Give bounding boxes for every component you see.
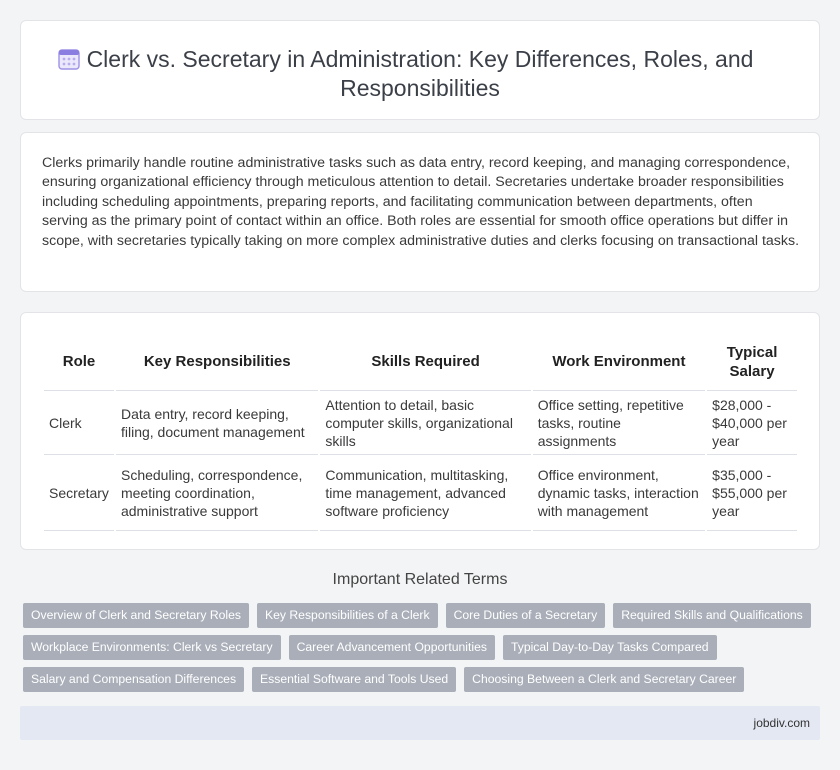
related-terms-title: Important Related Terms <box>332 571 508 588</box>
header-card <box>20 20 820 120</box>
related-terms-list <box>23 603 823 692</box>
table-cell: Data entry, record keeping, filing, document management <box>116 391 318 455</box>
table-cell: Office environment, dynamic tasks, interaction with management <box>533 455 705 531</box>
table-cell: Communication, multitasking, time management, advanced software proficiency <box>320 455 530 531</box>
related-term-tag[interactable]: Core Duties of a Secretary <box>446 603 606 628</box>
column-header-role: Role <box>44 333 114 391</box>
related-term-tag[interactable]: Salary and Compensation Differences <box>23 667 244 692</box>
related-term-tag[interactable]: Workplace Environments: Clerk vs Secretary <box>23 635 281 660</box>
related-term-tag[interactable]: Choosing Between a Clerk and Secretary Career <box>464 667 744 692</box>
table-cell: Attention to detail, basic computer skills, organizational skills <box>320 391 530 455</box>
related-term-tag[interactable]: Overview of Clerk and Secretary Roles <box>23 603 249 628</box>
table-row <box>44 391 797 455</box>
summary-text: Clerks primarily handle routine administrative tasks such as data entry, record keeping, and managing correspondence, ensuring organizational efficiency through meticulous attention to detail. Secretaries undertake broader responsibilities including scheduling appointments, preparing reports, and facilitating communication between departments, often serving as the primary point of contact within an office. Both roles are essential for smooth office operations but differ in scope, with secretaries typically taking on more complex administrative duties and clerks focusing on transactional tasks. <box>42 155 800 249</box>
related-term-tag[interactable]: Key Responsibilities of a Clerk <box>257 603 438 628</box>
footer-site-link[interactable]: jobdiv.com <box>753 716 810 730</box>
footer <box>20 706 820 740</box>
column-header-skills: Skills Required <box>320 333 530 391</box>
table-cell: Secretary <box>44 455 114 531</box>
related-term-tag[interactable]: Career Advancement Opportunities <box>289 635 495 660</box>
table-cell: $28,000 - $40,000 per year <box>707 391 797 455</box>
table-cell: Clerk <box>44 391 114 455</box>
column-header-salary: Typical Salary <box>707 333 797 391</box>
table-cell: Scheduling, correspondence, meeting coordination, administrative support <box>116 455 318 531</box>
table-cell: Office setting, repetitive tasks, routine assignments <box>533 391 705 455</box>
table-cell: $35,000 - $55,000 per year <box>707 455 797 531</box>
comparison-table <box>42 333 799 531</box>
page-title: Clerk vs. Secretary in Administration: Key Differences, Roles, and Responsibilities <box>86 46 754 101</box>
table-header-row <box>44 333 797 391</box>
column-header-responsibilities: Key Responsibilities <box>116 333 318 391</box>
column-header-environment: Work Environment <box>533 333 705 391</box>
related-term-tag[interactable]: Required Skills and Qualifications <box>613 603 811 628</box>
table-row <box>44 455 797 531</box>
summary-card <box>20 132 820 292</box>
comparison-table-card <box>20 312 820 550</box>
related-term-tag[interactable]: Typical Day-to-Day Tasks Compared <box>503 635 717 660</box>
related-term-tag[interactable]: Essential Software and Tools Used <box>252 667 456 692</box>
